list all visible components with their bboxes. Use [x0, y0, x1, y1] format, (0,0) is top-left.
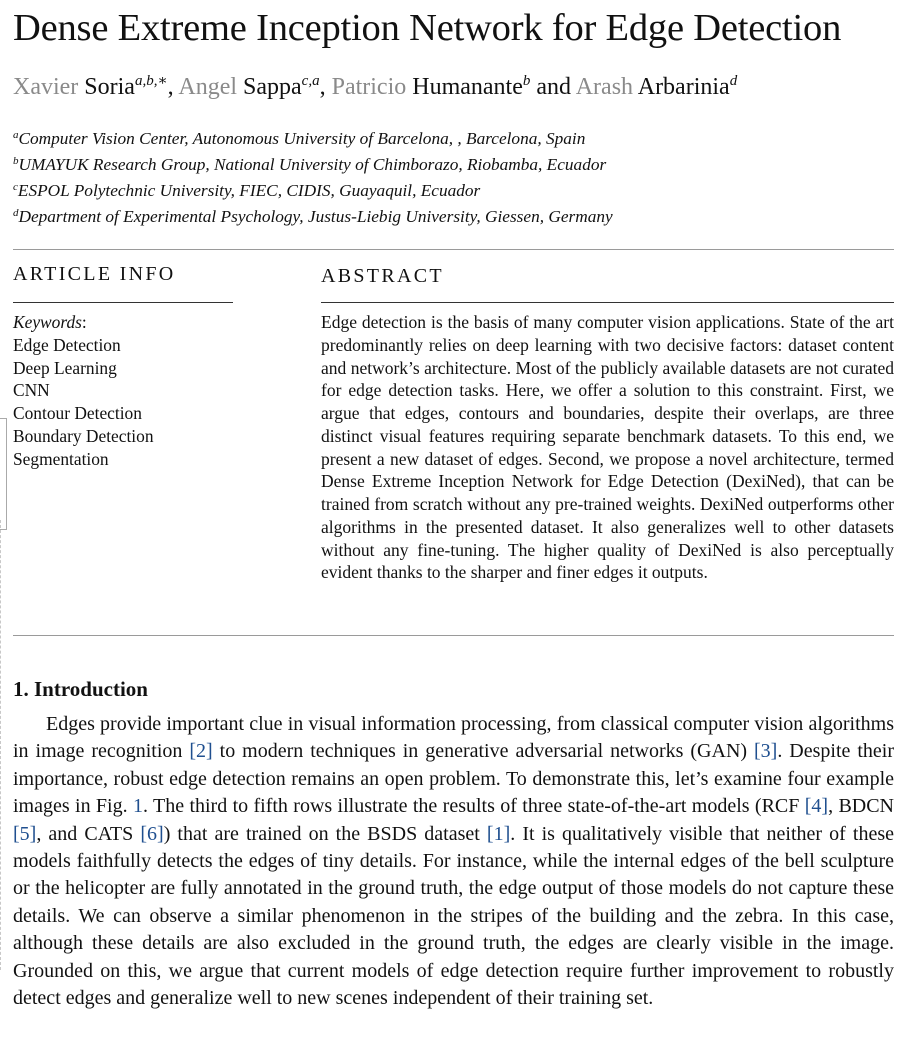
- author-given-name: Patricio: [331, 74, 407, 100]
- author: [332, 74, 531, 100]
- affiliation: [13, 152, 613, 178]
- keyword: Deep Learning: [13, 357, 117, 378]
- keyword-list: [13, 311, 154, 471]
- intro-text: to modern techniques in generative adversarial networks (GAN): [212, 740, 755, 763]
- keywords-colon: :: [81, 312, 87, 332]
- intro-text: Edges provide important clue in visual information processing, from classical computer vision algorithms in image recognition: [13, 713, 894, 763]
- abstract-divider: [13, 635, 894, 636]
- figure-link[interactable]: 1: [132, 795, 143, 818]
- keyword: Edge Detection: [13, 334, 121, 355]
- intro-text: , and CATS: [36, 822, 141, 845]
- intro-text: . It is qualitatively visible that neither of these models faithfully detects the edges of tiny details. For instance, while the internal edges of the bell sculpture or the helicopter are fully annotated in the ground truth, the edge output of those models do not capture these details. We can observe a similar phenomenon in the stripes of the building and the zebra. In this case, although these details are also excluded in the ground truth, the edges are clearly visible in the image. Grounded on this, we argue that current models of edge detection require further improvement to robustly detect edges and generalize well to new scenes independent of their training set.: [13, 822, 894, 1010]
- keyword: Segmentation: [13, 448, 109, 469]
- author-family-name: Soria: [84, 74, 135, 100]
- paper-title: Dense Extreme Inception Network for Edge Detection: [13, 7, 842, 49]
- keyword: Contour Detection: [13, 403, 142, 424]
- affiliation: [13, 178, 613, 204]
- keyword: CNN: [13, 380, 50, 401]
- author-family-name: Arbarinia: [637, 74, 730, 100]
- intro-text: . The third to fifth rows illustrate the results of three state-of-the-art models (RCF: [142, 795, 805, 818]
- citation-link[interactable]: [6]: [140, 822, 164, 845]
- author-given-name: Xavier: [13, 74, 79, 100]
- author-affiliation-marks: b: [522, 73, 531, 89]
- affiliation-mark: d: [13, 207, 19, 219]
- author-given-name: Angel: [178, 74, 238, 100]
- affiliation: [13, 204, 613, 230]
- abstract-heading: ABSTRACT: [321, 265, 444, 287]
- section-heading: 1. Introduction: [13, 677, 148, 701]
- affiliation-text: ESPOL Polytechnic University, FIEC, CIDIS, Guayaquil, Ecuador: [17, 181, 481, 200]
- keywords-label-row: [13, 311, 154, 334]
- citation-link[interactable]: [2]: [189, 740, 213, 763]
- citation-link[interactable]: [4]: [804, 795, 829, 818]
- author-affiliation-marks: d: [729, 73, 738, 89]
- abstract-underline: [321, 302, 894, 303]
- affiliation-mark: a: [13, 129, 19, 141]
- intro-text: , BDCN: [828, 795, 895, 818]
- author-given-name: Arash: [575, 74, 634, 100]
- author-family-name: Sappa: [243, 74, 302, 100]
- author: [13, 74, 168, 100]
- affiliation-text: Department of Experimental Psychology, Justus-Liebig University, Giessen, Germany: [18, 207, 613, 226]
- margin-dashed-line: [0, 520, 7, 970]
- affiliation-text: UMAYUK Research Group, National University of Chimborazo, Riobamba, Ecuador: [18, 155, 607, 174]
- citation-link[interactable]: [3]: [754, 740, 778, 763]
- affiliation: [13, 126, 613, 152]
- affiliation-mark: c: [13, 181, 18, 193]
- intro-text: . Despite their importance, robust edge detection remains an open problem. To demonstrate this, let’s examine four example images in Fig.: [13, 740, 894, 818]
- affiliation-text: Computer Vision Center, Autonomous University of Barcelona, , Barcelona, Spain: [18, 129, 586, 148]
- keywords-label: Keywords: [13, 312, 82, 332]
- author-list: [13, 74, 737, 101]
- author-separator: ,: [319, 74, 326, 100]
- author-separator: ,: [167, 74, 174, 100]
- citation-link[interactable]: [5]: [13, 822, 37, 845]
- author-affiliation-marks: a,b,∗: [134, 73, 168, 89]
- header-divider: [13, 249, 894, 250]
- margin-bracket: [0, 418, 7, 530]
- author-separator: and: [536, 74, 572, 100]
- intro-text: ) that are trained on the BSDS dataset: [163, 822, 487, 845]
- affiliation-mark: b: [13, 155, 19, 167]
- citation-link[interactable]: [1]: [486, 822, 511, 845]
- keyword: Boundary Detection: [13, 425, 154, 446]
- author-family-name: Humanante: [412, 74, 523, 100]
- article-info-heading: ARTICLE INFO: [13, 263, 176, 285]
- intro-paragraph: [13, 711, 894, 1012]
- article-info-underline: [13, 302, 233, 303]
- author-affiliation-marks: c,a: [301, 73, 320, 89]
- affiliation-list: [13, 126, 613, 230]
- abstract-text: Edge detection is the basis of many computer vision applications. State of the art predominantly relies on deep learning with two decisive factors: dataset content and network’s architecture. Most of the publicly available datasets are not curated for edge detection tasks. Here, we offer a solution to this constraint. First, we argue that edges, contours and boundaries, despite their overlaps, are three distinct visual features requiring separate benchmark datasets. To this end, we present a new dataset of edges. Second, we propose a novel architecture, termed Dense Extreme Inception Network for Edge Detection (DexiNed), that can be trained from scratch without any pre-trained weights. DexiNed outperforms other algorithms in the presented dataset. It also generalizes well to other datasets without any fine-tuning. The higher quality of DexiNed is also perceptually evident thanks to the sharper and finer edges it outputs.: [321, 312, 894, 583]
- author: [576, 74, 737, 100]
- author: [178, 74, 319, 100]
